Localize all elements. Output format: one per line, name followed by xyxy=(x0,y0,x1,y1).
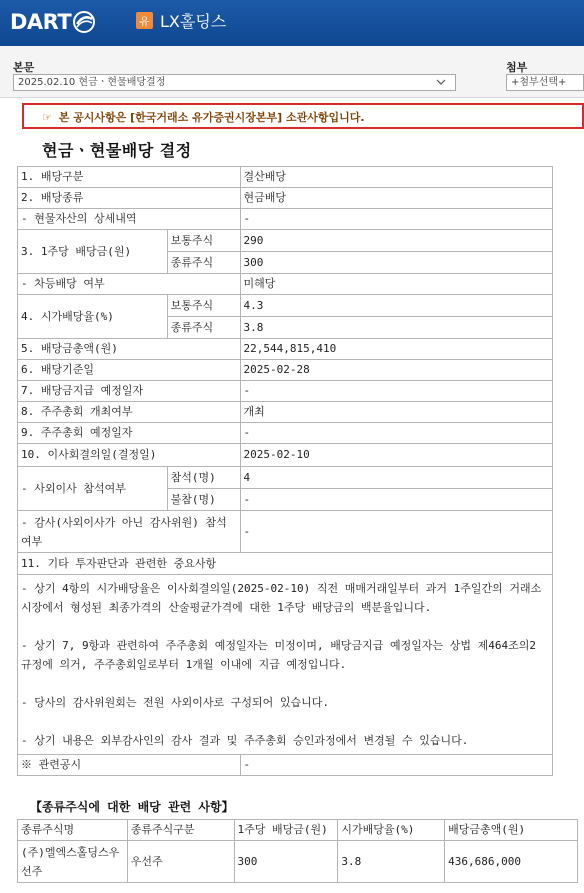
row-value: 2025-02-28 xyxy=(240,360,552,381)
row-sublabel: 불참(명) xyxy=(167,489,240,511)
row-sublabel: 보통주식 xyxy=(167,295,240,317)
table-row xyxy=(18,167,553,188)
row-label: 4. 시가배당율(%) xyxy=(18,295,168,339)
attach-select-value: +첨부선택+ xyxy=(511,77,567,88)
row-label: 11. 기타 투자판단과 관련한 중요사항 xyxy=(18,553,553,575)
row-label: 7. 배당금지급 예정일자 xyxy=(18,381,241,402)
row-label: - 감사(사외이사가 아닌 감사위원) 참석여부 xyxy=(18,511,241,553)
logo-swoosh-icon xyxy=(72,10,96,34)
row-value: 22,544,815,410 xyxy=(240,339,552,360)
row-label: 9. 주주총회 예정일자 xyxy=(18,423,241,444)
row-value: 290 xyxy=(240,230,552,252)
table-row xyxy=(18,274,553,295)
row-value: - xyxy=(240,423,552,444)
row-sublabel: 종류주식 xyxy=(167,317,240,339)
column-header: 시가배당율(%) xyxy=(338,820,445,841)
row-value: - xyxy=(240,511,552,553)
column-header: 1주당 배당금(원) xyxy=(234,820,338,841)
row-value: 300 xyxy=(240,252,552,274)
table-row xyxy=(18,553,553,575)
table-cell: (주)엘엑스홀딩스우선주 xyxy=(18,841,128,883)
table-row xyxy=(18,575,553,755)
row-label: - 차등배당 여부 xyxy=(18,274,241,295)
market-badge-icon: 유 xyxy=(136,12,153,29)
table-row xyxy=(18,295,553,317)
row-label: 10. 이사회결의일(결정일) xyxy=(18,444,241,467)
note-paragraph: - 상기 4항의 시가배당율은 이사회결의일(2025-02-10) 직전 매매거래일부터 과거 1주일간의 거래소 시장에서 형성된 최종가격의 산술평균가격에 대한 1주당 배당금의 백분율입니다. xyxy=(21,582,542,614)
table-row xyxy=(18,339,553,360)
section-heading: 【종류주식에 대한 배당 관련 사항】 xyxy=(30,800,234,814)
dividend-table xyxy=(17,166,553,776)
table-row xyxy=(18,230,553,252)
table-row xyxy=(18,381,553,402)
row-value: 개최 xyxy=(240,402,552,423)
note-paragraph: - 당사의 감사위원회는 전원 사외이사로 구성되어 있습니다. xyxy=(21,696,330,709)
row-label: - 사외이사 참석여부 xyxy=(18,467,168,511)
note-paragraph: - 상기 7, 9항과 관련하여 주주총회 예정일자는 미정이며, 배당금지급 예정일자는 상법 제464조의2 규정에 의거, 주주총회일로부터 1개월 이내에 지급 예정입니다. xyxy=(21,639,536,671)
table-row xyxy=(18,360,553,381)
note-paragraph: - 상기 내용은 외부감사인의 감사 결과 및 주주총회 승인과정에서 변경될 수 있습니다. xyxy=(21,734,469,747)
row-value: 결산배당 xyxy=(240,167,552,188)
row-value: - xyxy=(240,209,552,230)
table-row xyxy=(18,841,578,883)
row-value: - xyxy=(240,381,552,402)
table-cell: 3.8 xyxy=(338,841,445,883)
table-row xyxy=(18,444,553,467)
table-cell: 우선주 xyxy=(127,841,234,883)
row-value: 현금배당 xyxy=(240,188,552,209)
row-sublabel: 참석(명) xyxy=(167,467,240,489)
table-row xyxy=(18,755,553,776)
table-row xyxy=(18,467,553,489)
table-cell: 436,686,000 xyxy=(445,841,578,883)
body-select-value: 2025.02.10 현금ㆍ현물배당결정 xyxy=(18,77,166,88)
logo-text: DART xyxy=(10,10,72,34)
row-label: 8. 주주총회 개최여부 xyxy=(18,402,241,423)
column-header: 배당금총액(원) xyxy=(445,820,578,841)
row-value: 2025-02-10 xyxy=(240,444,552,467)
attach-select[interactable] xyxy=(506,74,584,91)
row-value: - xyxy=(240,489,552,511)
table-row xyxy=(18,423,553,444)
document-selector-bar xyxy=(0,46,584,98)
table-row xyxy=(18,188,553,209)
company-name: LX홀딩스 xyxy=(160,12,227,31)
row-label: 6. 배당기준일 xyxy=(18,360,241,381)
row-value: - xyxy=(240,755,552,776)
pointing-hand-icon: ☞ xyxy=(42,111,52,124)
row-value: 4 xyxy=(240,467,552,489)
page-title: 현금ㆍ현물배당 결정 xyxy=(42,141,192,160)
row-value: 4.3 xyxy=(240,295,552,317)
row-label: 1. 배당구분 xyxy=(18,167,241,188)
preferred-share-table xyxy=(17,819,578,883)
body-select[interactable] xyxy=(13,74,456,91)
chevron-down-icon xyxy=(436,77,446,87)
row-label: 2. 배당종류 xyxy=(18,188,241,209)
table-cell: 300 xyxy=(234,841,338,883)
table-row xyxy=(18,402,553,423)
row-label: 3. 1주당 배당금(원) xyxy=(18,230,168,274)
row-value: 3.8 xyxy=(240,317,552,339)
company-title xyxy=(136,9,226,32)
body-label: 본문 xyxy=(13,61,35,74)
top-header xyxy=(0,0,584,46)
column-header: 종류주식명 xyxy=(18,820,128,841)
row-label: - 현물자산의 상세내역 xyxy=(18,209,241,230)
notice-text: 본 공시사항은 [한국거래소 유가증권시장본부] 소관사항입니다. xyxy=(58,111,365,124)
row-label: 5. 배당금총액(원) xyxy=(18,339,241,360)
column-header: 종류주식구분 xyxy=(127,820,234,841)
row-label: ※ 관련공시 xyxy=(18,755,241,776)
table-row xyxy=(18,209,553,230)
row-value: 미해당 xyxy=(240,274,552,295)
row-sublabel: 종류주식 xyxy=(167,252,240,274)
table-header-row xyxy=(18,820,578,841)
notes-cell xyxy=(18,575,553,755)
jurisdiction-notice xyxy=(22,103,584,129)
row-sublabel: 보통주식 xyxy=(167,230,240,252)
dart-logo[interactable] xyxy=(10,8,96,36)
attach-label: 첨부 xyxy=(506,61,528,74)
table-row xyxy=(18,511,553,553)
